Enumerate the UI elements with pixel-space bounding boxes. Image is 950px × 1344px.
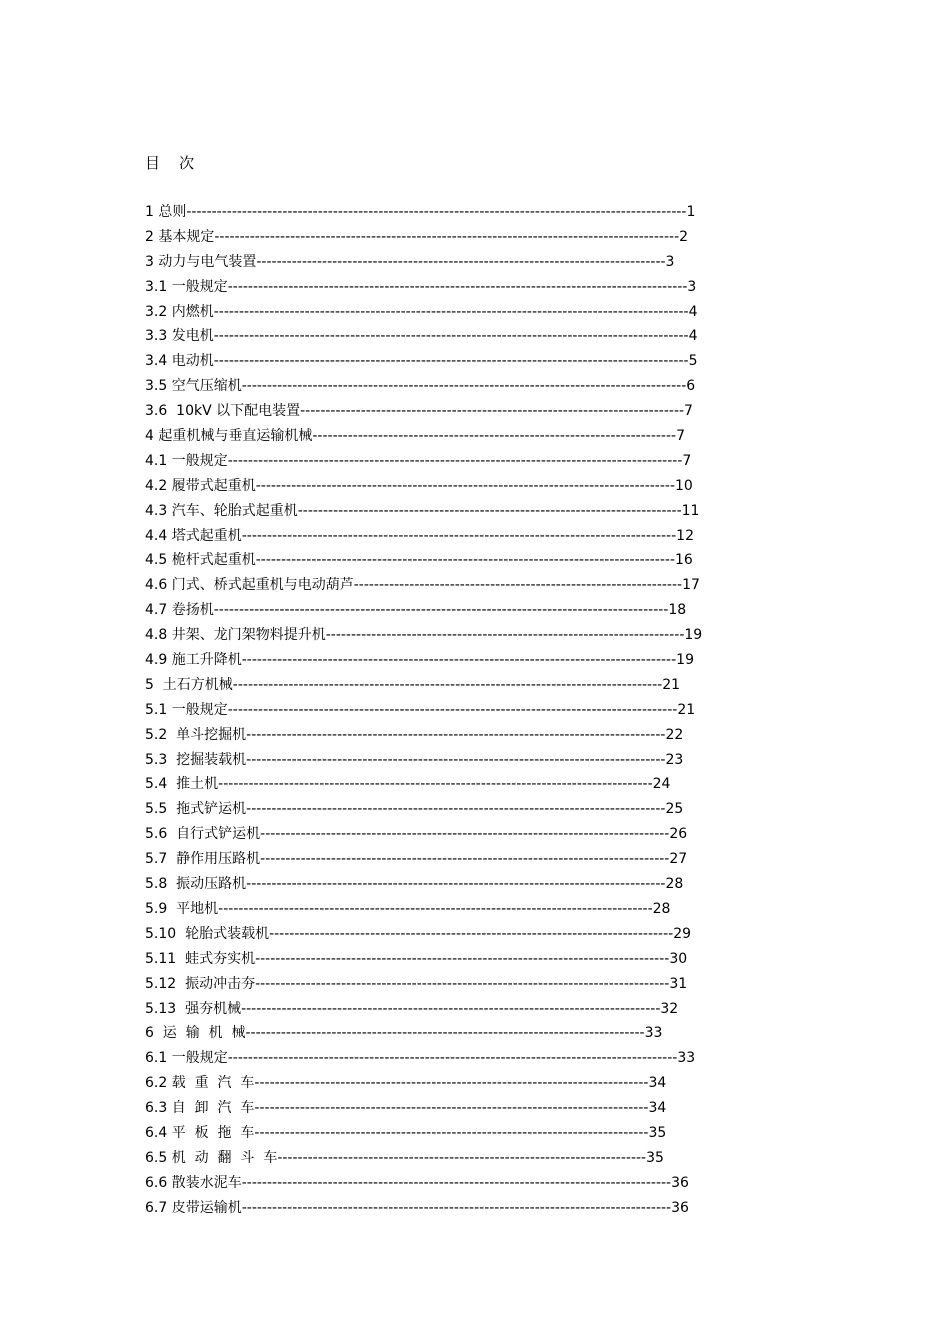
- toc-entry-text: 4.5 桅杆式起重机-----------------------------------------------------------------------------------16: [145, 552, 693, 569]
- toc-entry[interactable]: [145, 349, 745, 374]
- toc-entry-text: 5.7 静作用压路机---------------------------------------------------------------------------------27: [145, 851, 688, 868]
- toc-entry[interactable]: [145, 424, 745, 449]
- toc-entry-text: 4.3 汽车、轮胎式起重机----------------------------------------------------------------------------11: [145, 502, 700, 519]
- toc-entry[interactable]: [145, 324, 745, 349]
- toc-entry-text: 3.3 发电机----------------------------------------------------------------------------------------------4: [145, 328, 698, 345]
- toc-entry-text: 6.4 平 板 拖 车------------------------------------------------------------------------------35: [145, 1124, 667, 1141]
- toc-entry-text: 3.5 空气压缩机----------------------------------------------------------------------------------------6: [145, 378, 696, 395]
- toc-entry[interactable]: [145, 399, 745, 424]
- toc-entry[interactable]: [145, 573, 745, 598]
- toc-entry[interactable]: [145, 275, 745, 300]
- toc-entry[interactable]: [145, 1121, 745, 1146]
- toc-entry-text: 5.3 挖掘装载机-----------------------------------------------------------------------------------23: [145, 751, 684, 768]
- toc-entry[interactable]: [145, 598, 745, 623]
- toc-entry[interactable]: [145, 897, 745, 922]
- toc-entry-text: 5.9 平地机--------------------------------------------------------------------------------------28: [145, 900, 671, 917]
- toc-entry[interactable]: [145, 922, 745, 947]
- toc-entry-text: 6 运 输 机 械-------------------------------------------------------------------------------33: [145, 1025, 663, 1042]
- toc-entry[interactable]: [145, 548, 745, 573]
- toc-entry-text: 5.12 振动冲击夯----------------------------------------------------------------------------------31: [145, 975, 688, 992]
- toc-entry-text: 3.6 10kV 以下配电装置----------------------------------------------------------------------------7: [145, 403, 693, 420]
- toc-entry[interactable]: [145, 1096, 745, 1121]
- toc-entry-text: 4.7 卷扬机------------------------------------------------------------------------------------------18: [145, 602, 687, 619]
- toc-entry[interactable]: [145, 972, 745, 997]
- toc-entry[interactable]: [145, 947, 745, 972]
- toc-entry-text: 5.11 蛙式夯实机----------------------------------------------------------------------------------30: [145, 950, 688, 967]
- toc-entry-text: 1 总则---------------------------------------------------------------------------------------------------1: [145, 204, 696, 220]
- toc-entry[interactable]: [145, 872, 745, 897]
- toc-entry[interactable]: [145, 200, 745, 225]
- toc-entry-text: 4.1 一般规定------------------------------------------------------------------------------------------7: [145, 452, 692, 469]
- toc-entry[interactable]: [145, 997, 745, 1022]
- toc-entry-text: 4.8 井架、龙门架物料提升机-----------------------------------------------------------------------19: [145, 627, 703, 644]
- toc-entry-text: 4.9 施工升降机--------------------------------------------------------------------------------------19: [145, 652, 694, 669]
- toc-entry-text: 5.10 轮胎式装载机--------------------------------------------------------------------------------29: [145, 925, 692, 942]
- toc-entry-text: 6.1 一般规定-----------------------------------------------------------------------------------------33: [145, 1050, 696, 1067]
- toc-entry[interactable]: [145, 1071, 745, 1096]
- toc-entry[interactable]: [145, 250, 745, 275]
- toc-entry[interactable]: [145, 1196, 745, 1221]
- toc-entry[interactable]: [145, 673, 745, 698]
- toc-entry-text: 5.5 拖式铲运机-----------------------------------------------------------------------------------25: [145, 801, 684, 818]
- toc-entry-text: 3.1 一般规定-------------------------------------------------------------------------------------------3: [145, 278, 697, 295]
- toc-entry[interactable]: [145, 524, 745, 549]
- toc-entry[interactable]: [145, 225, 745, 250]
- toc-entry-text: 5.2 单斗挖掘机-----------------------------------------------------------------------------------22: [145, 726, 684, 743]
- toc-entry[interactable]: [145, 499, 745, 524]
- toc-entry-text: 6.7 皮带运输机-------------------------------------------------------------------------------------36: [145, 1199, 689, 1216]
- toc-entry-text: 5.1 一般规定-----------------------------------------------------------------------------------------21: [145, 701, 696, 718]
- toc-entry-text: 5.4 推土机--------------------------------------------------------------------------------------24: [145, 776, 671, 793]
- toc-list: [145, 200, 745, 1221]
- toc-entry-text: 3 动力与电气装置---------------------------------------------------------------------------------3: [145, 253, 675, 270]
- toc-entry[interactable]: [145, 1171, 745, 1196]
- toc-entry[interactable]: [145, 300, 745, 325]
- toc-entry-text: 4 起重机械与垂直运输机械------------------------------------------------------------------------7: [145, 428, 685, 445]
- toc-entry[interactable]: [145, 1046, 745, 1071]
- toc-entry[interactable]: [145, 772, 745, 797]
- toc-entry[interactable]: [145, 797, 745, 822]
- toc-entry[interactable]: [145, 648, 745, 673]
- toc-entry-text: 4.6 门式、桥式起重机与电动葫芦-----------------------------------------------------------------17: [145, 577, 700, 594]
- toc-entry[interactable]: [145, 698, 745, 723]
- toc-entry-text: 2 基本规定--------------------------------------------------------------------------------------------2: [145, 228, 689, 245]
- toc-entry[interactable]: [145, 623, 745, 648]
- toc-entry-text: 3.4 电动机----------------------------------------------------------------------------------------------5: [145, 353, 698, 370]
- toc-entry[interactable]: [145, 723, 745, 748]
- toc-title: 目 次: [145, 154, 195, 172]
- toc-entry-text: 5 土石方机械-------------------------------------------------------------------------------------21: [145, 676, 681, 693]
- toc-entry[interactable]: [145, 449, 745, 474]
- toc-entry-text: 5.13 强夯机械-----------------------------------------------------------------------------------32: [145, 1000, 679, 1017]
- toc-entry-text: 6.2 载 重 汽 车------------------------------------------------------------------------------34: [145, 1075, 667, 1092]
- toc-entry-text: 6.5 机 动 翻 斗 车-------------------------------------------------------------------------35: [145, 1149, 664, 1166]
- toc-entry[interactable]: [145, 822, 745, 847]
- toc-entry[interactable]: [145, 374, 745, 399]
- toc-entry-text: 5.8 振动压路机-----------------------------------------------------------------------------------28: [145, 876, 684, 893]
- toc-entry-text: 3.2 内燃机----------------------------------------------------------------------------------------------4: [145, 303, 698, 320]
- toc-entry-text: 4.2 履带式起重机-----------------------------------------------------------------------------------10: [145, 477, 693, 494]
- toc-entry-text: 6.6 散装水泥车-------------------------------------------------------------------------------------36: [145, 1174, 689, 1191]
- toc-entry[interactable]: [145, 847, 745, 872]
- toc-entry[interactable]: [145, 1021, 745, 1046]
- toc-entry-text: 4.4 塔式起重机--------------------------------------------------------------------------------------12: [145, 527, 694, 544]
- toc-entry-text: 6.3 自 卸 汽 车------------------------------------------------------------------------------34: [145, 1100, 667, 1117]
- toc-entry[interactable]: [145, 1146, 745, 1171]
- toc-entry[interactable]: [145, 748, 745, 773]
- toc-entry[interactable]: [145, 474, 745, 499]
- toc-entry-text: 5.6 自行式铲运机---------------------------------------------------------------------------------26: [145, 826, 688, 843]
